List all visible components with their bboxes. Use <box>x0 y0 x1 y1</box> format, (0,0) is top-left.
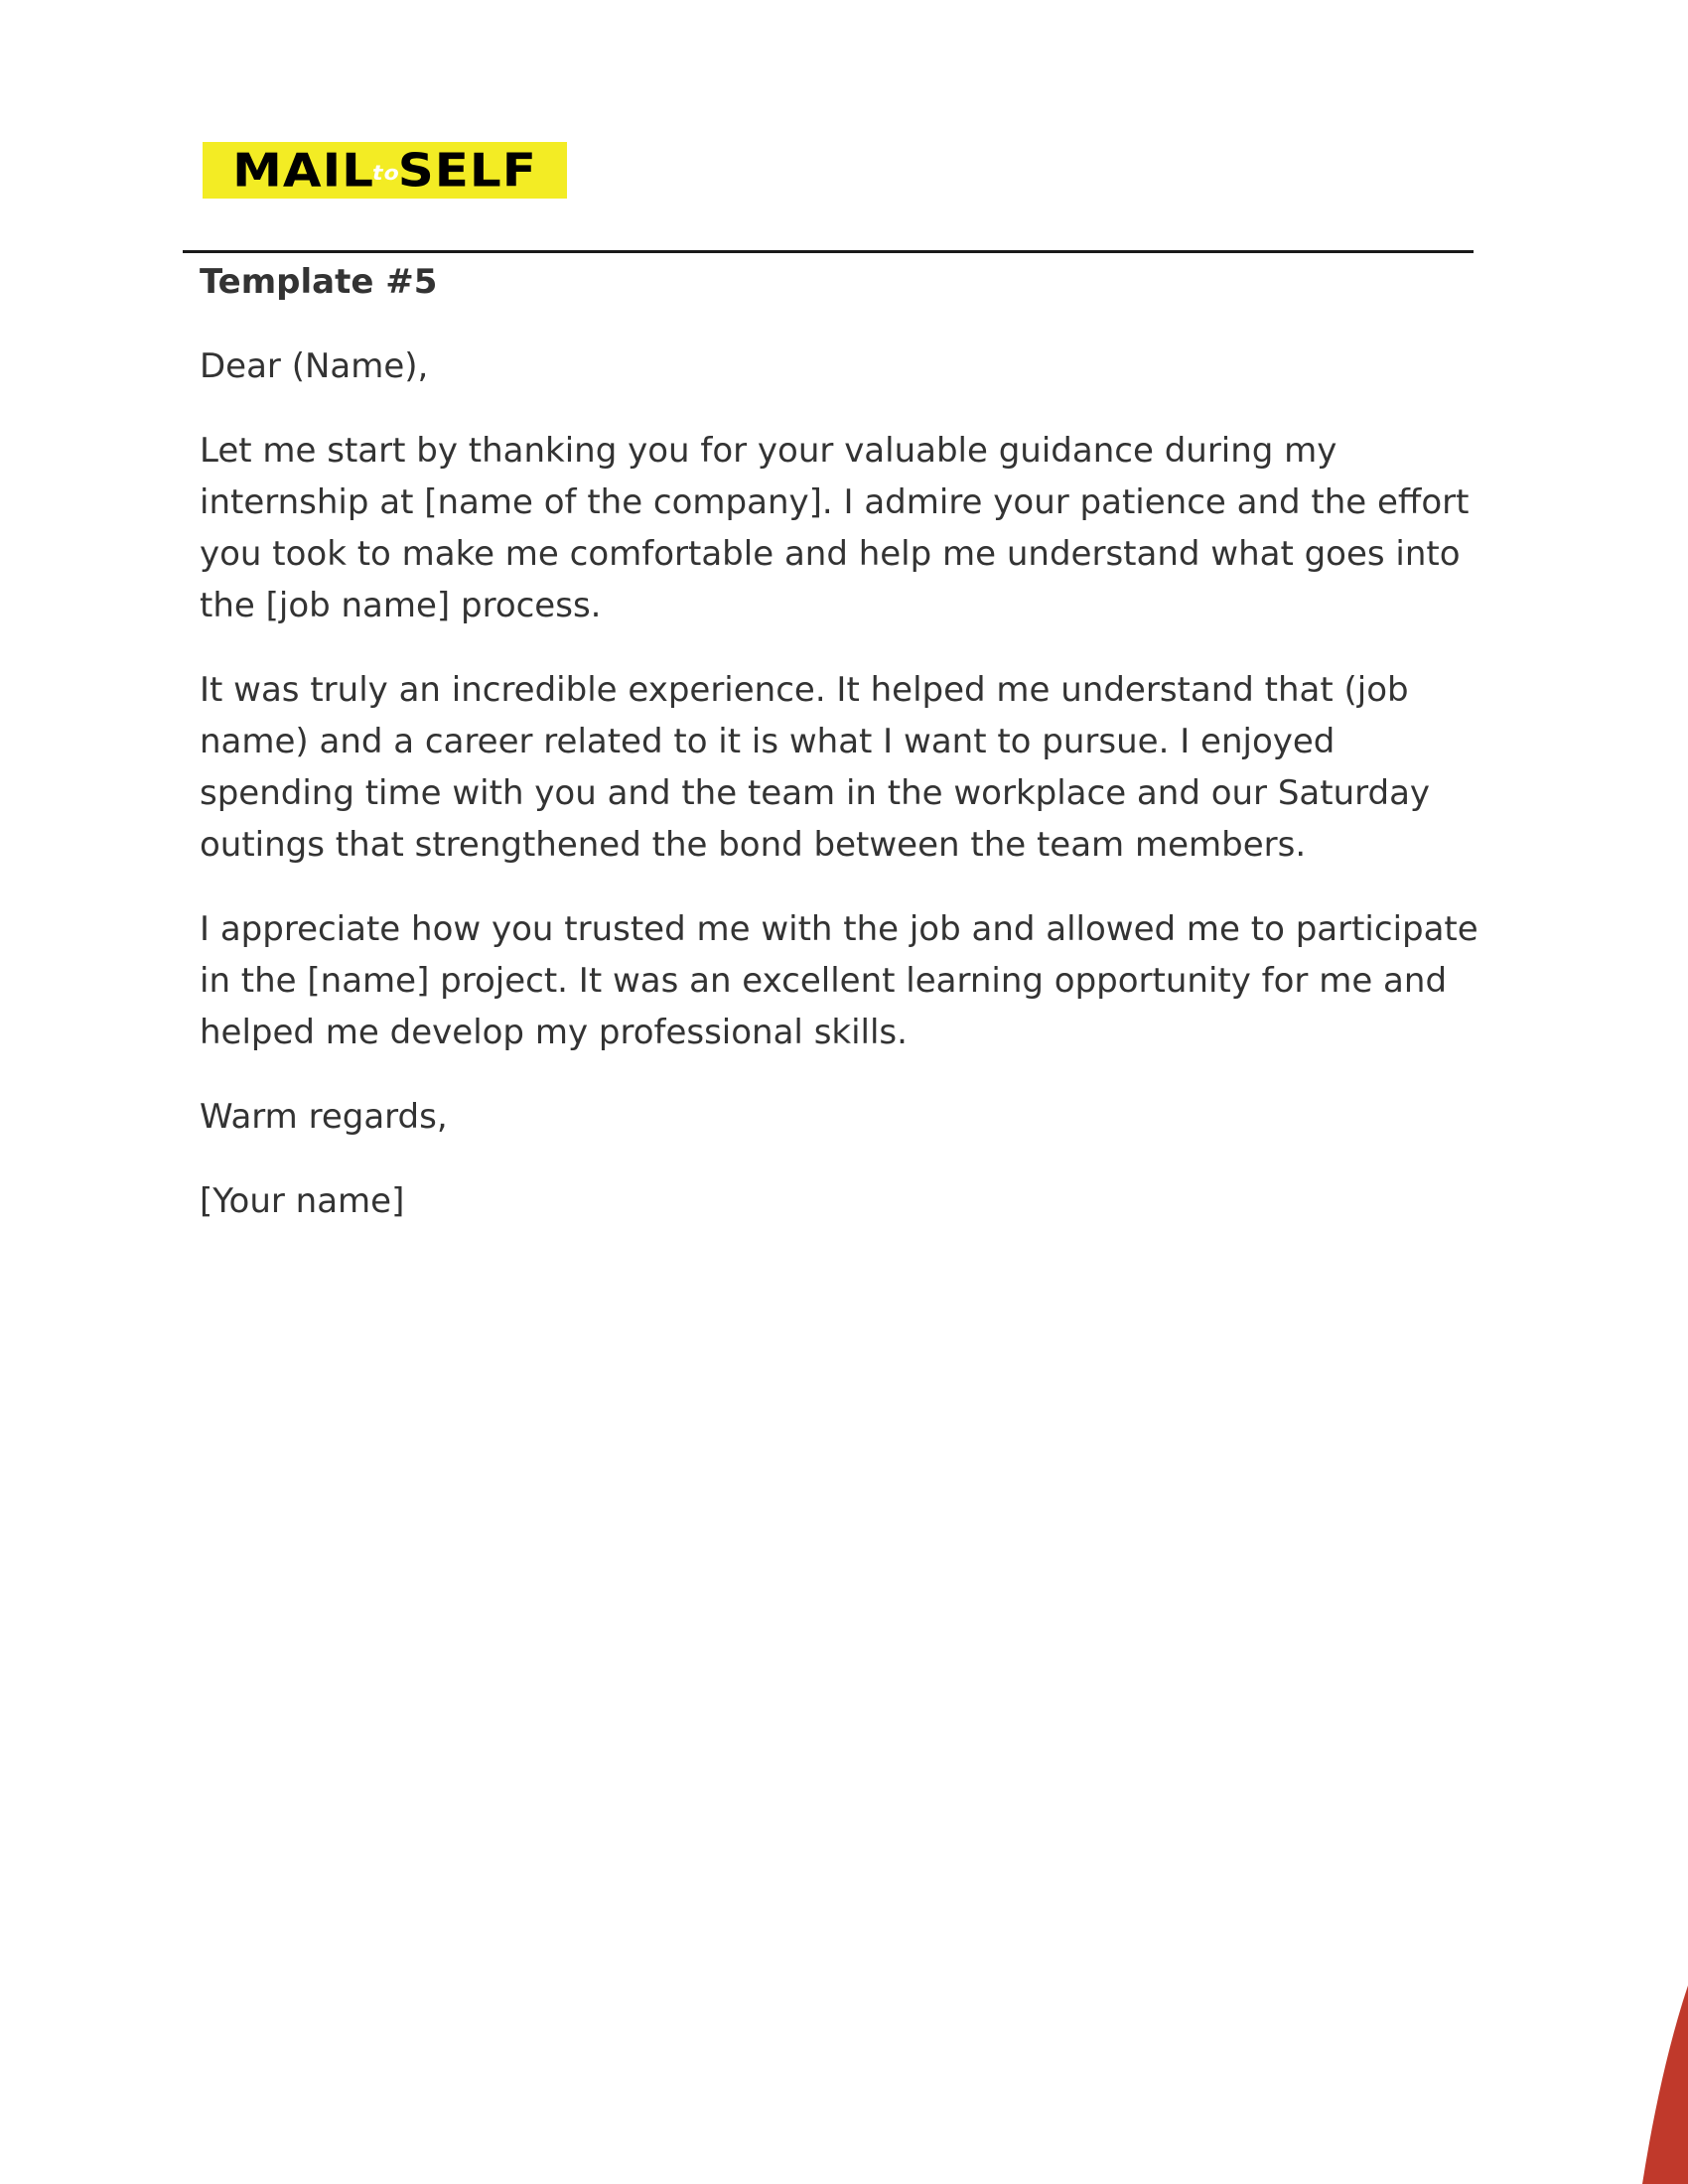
template-heading: Template #5 <box>200 262 438 302</box>
paragraph-1: Let me start by thanking you for your valuable guidance during my internship at [name of the company]. I admire your patience and the effort you took to make me comfortable and help me understand what goes into the [job name] process. <box>200 431 1470 625</box>
corner-accent-fill <box>1642 1985 1688 2184</box>
logo-text-right: SELF <box>397 143 537 198</box>
logo-text <box>232 143 537 198</box>
mail-to-self-logo <box>203 142 567 199</box>
paragraph-2: It was truly an incredible experience. It helped me understand that (job name) and a career related to it is what I want to pursue. I enjoyed spending time with you and the team in the workplace and our Saturday outings that strengthened the bond between the team members. <box>200 670 1431 865</box>
signature: [Your name] <box>200 1181 405 1221</box>
paragraph-3: I appreciate how you trusted me with the job and allowed me to participate in the [name] project. It was an excellent learning opportunity for me and helped me develop my professional skills. <box>200 909 1478 1052</box>
salutation: Dear (Name), <box>200 346 429 386</box>
closing: Warm regards, <box>200 1097 448 1137</box>
letter-body <box>200 256 1480 1260</box>
logo-text-left: MAIL <box>232 143 375 198</box>
logo-text-middle: to <box>372 161 400 185</box>
header-divider <box>183 250 1474 253</box>
corner-accent-shape <box>1628 1985 1688 2184</box>
